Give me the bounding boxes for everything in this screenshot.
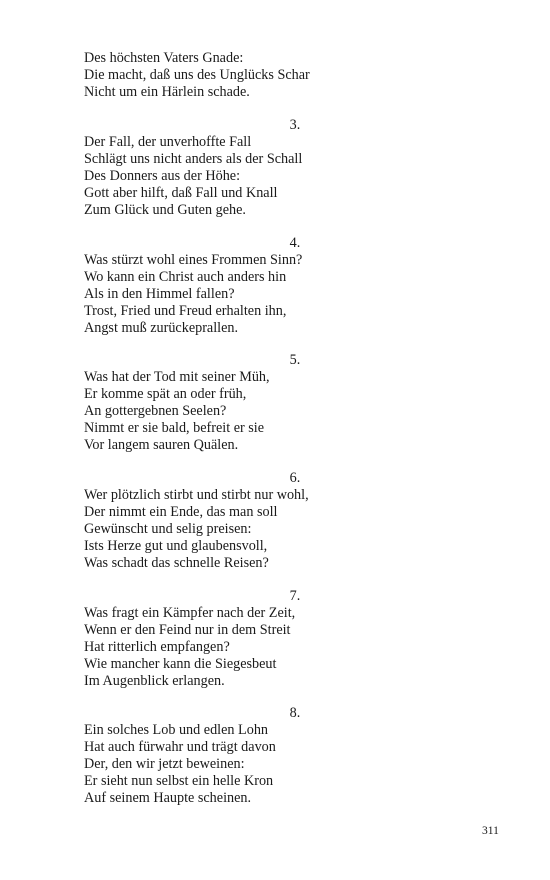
verse-line: Was hat der Tod mit seiner Müh, [84, 369, 270, 385]
stanza-number: 8. [289, 705, 301, 721]
stanza-number: 5. [289, 352, 301, 368]
verse-line: Was fragt ein Kämpfer nach der Zeit, [84, 605, 296, 621]
verse-line: Zum Glück und Guten gehe. [84, 202, 246, 218]
verse-line: Ein solches Lob und edlen Lohn [84, 722, 269, 738]
verse-line: Auf seinem Haupte scheinen. [84, 790, 252, 806]
stanza-number: 7. [289, 588, 301, 604]
stanza-number: 6. [289, 470, 301, 486]
verse-line: Gewünscht und selig preisen: [84, 521, 252, 537]
verse-line: Er sieht nun selbst ein helle Kron [84, 773, 274, 789]
verse-line: Nimmt er sie bald, befreit er sie [84, 420, 265, 436]
verse-line: Trost, Fried und Freud erhalten ihn, [84, 303, 287, 319]
verse-line: Des höchsten Vaters Gnade: [84, 50, 244, 66]
verse-line: Der Fall, der unverhoffte Fall [84, 134, 252, 150]
verse-line: Im Augenblick erlangen. [84, 673, 225, 689]
stanza-number: 4. [289, 235, 301, 251]
verse-line: Hat ritterlich empfangen? [84, 639, 230, 655]
verse-line: Als in den Himmel fallen? [84, 286, 235, 302]
verse-line: Was schadt das schnelle Reisen? [84, 555, 269, 571]
verse-line: Der, den wir jetzt beweinen: [84, 756, 245, 772]
stanza-5 [84, 369, 314, 454]
verse-line: Die macht, daß uns des Unglücks Schar [84, 67, 310, 83]
verse-line: Gott aber hilft, daß Fall und Knall [84, 185, 278, 201]
verse-line: Angst muß zurückeprallen. [84, 320, 239, 336]
stanza-3 [84, 134, 314, 219]
stanza-continuation [84, 50, 314, 101]
verse-line: Des Donners aus der Höhe: [84, 168, 241, 184]
stanza-4 [84, 252, 314, 337]
verse-line: Wie mancher kann die Siegesbeut [84, 656, 277, 672]
verse-line: Der nimmt ein Ende, das man soll [84, 504, 278, 520]
stanza-7 [84, 605, 314, 690]
verse-line: Ists Herze gut und glaubensvoll, [84, 538, 268, 554]
verse-line: Wer plötzlich stirbt und stirbt nur wohl, [84, 487, 309, 503]
stanza-8 [84, 722, 314, 807]
page-number: 311 [482, 825, 499, 837]
verse-line: Schlägt uns nicht anders als der Schall [84, 151, 303, 167]
verse-line: Er komme spät an oder früh, [84, 386, 247, 402]
verse-line: Wenn er den Feind nur in dem Streit [84, 622, 291, 638]
verse-line: Nicht um ein Härlein schade. [84, 84, 250, 100]
verse-line: Was stürzt wohl eines Frommen Sinn? [84, 252, 303, 268]
verse-line: Wo kann ein Christ auch anders hin [84, 269, 287, 285]
stanza-number: 3. [289, 117, 301, 133]
stanza-6 [84, 487, 314, 572]
verse-line: An gottergebnen Seelen? [84, 403, 227, 419]
verse-line: Vor langem sauren Quälen. [84, 437, 239, 453]
verse-line: Hat auch fürwahr und trägt davon [84, 739, 276, 755]
